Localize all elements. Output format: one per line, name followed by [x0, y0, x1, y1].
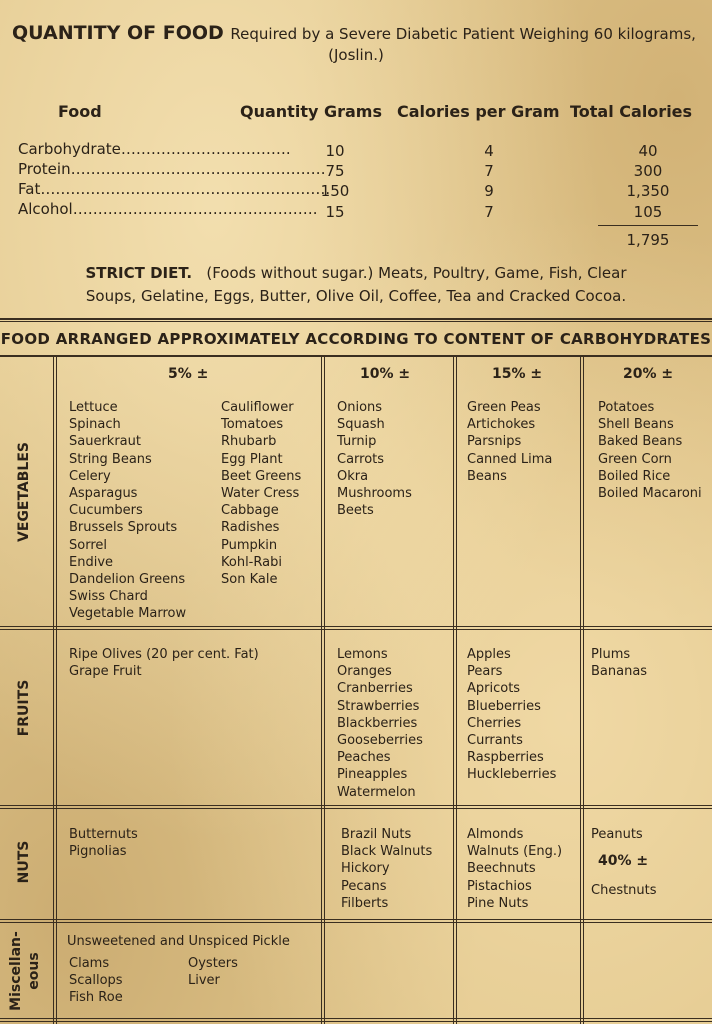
list-item: Brazil Nuts	[341, 827, 412, 842]
category-label-vegetables: VEGETABLES	[16, 442, 32, 542]
category-label-nuts: NUTS	[16, 840, 32, 884]
row-food: Fat………………………………………………….	[18, 180, 331, 198]
row-total: 105	[633, 203, 663, 221]
col-header-food: Food	[58, 102, 102, 121]
list-item: Beechnuts	[467, 861, 536, 877]
category-label-misc-line2: eous	[26, 952, 42, 990]
row-rule	[0, 922, 712, 923]
col-rule	[456, 356, 457, 1024]
list-item: Sorrel	[69, 537, 107, 553]
list-item: Kohl-Rabi	[221, 554, 282, 570]
veg-10-list	[337, 399, 412, 519]
pct-header-15: 15% ±	[492, 366, 543, 382]
list-item: Pineapples	[337, 767, 408, 783]
row-rule	[0, 1021, 712, 1022]
list-item: Sauerkraut	[69, 434, 141, 450]
list-item: Ripe Olives (20 per cent. Fat)	[69, 647, 259, 662]
fruit-10-list	[337, 646, 423, 801]
row-grams: 15	[325, 203, 345, 221]
title-text: QUANTITY OF FOOD	[12, 22, 224, 44]
page-title	[12, 22, 696, 44]
list-item: Cranberries	[337, 681, 413, 697]
list-item: Carrots	[337, 451, 385, 467]
veg-5-list-b	[221, 399, 301, 588]
list-item: Canned Lima	[467, 451, 553, 467]
list-item: Squash	[337, 417, 385, 433]
list-item: Cabbage	[221, 503, 279, 519]
list-item: Egg Plant	[221, 451, 283, 467]
fruit-5-list	[69, 646, 259, 680]
row-grams: 10	[325, 142, 345, 160]
list-item: Plums	[591, 647, 631, 662]
list-item: Pears	[467, 664, 503, 680]
list-item: Cauliflower	[221, 400, 294, 415]
list-item: Bananas	[591, 664, 648, 680]
list-item: Green Peas	[467, 400, 541, 415]
col-rule	[56, 356, 57, 1024]
row-total: 300	[633, 162, 663, 180]
list-item: Currants	[467, 733, 523, 749]
subtitle-line2: (Joslin.)	[328, 46, 384, 64]
row-grams: 75	[325, 162, 345, 180]
list-item: Baked Beans	[598, 434, 683, 450]
col-rule	[580, 356, 581, 1024]
list-item: Cucumbers	[69, 503, 143, 519]
row-grams: 150	[320, 182, 350, 200]
nuts-10-list	[341, 826, 432, 912]
section-title-rule	[0, 355, 712, 357]
list-item: Lettuce	[69, 400, 118, 415]
strict-diet-label: STRICT DIET.	[85, 264, 193, 282]
col-rule	[324, 356, 325, 1024]
fruit-15-list	[467, 646, 556, 784]
col-header-grams: Quantity Grams	[240, 102, 382, 121]
list-item: Huckleberries	[467, 767, 557, 783]
misc-5-list-b	[188, 955, 238, 989]
row-cal-per-gram: 7	[484, 203, 494, 221]
row-rule	[0, 629, 712, 630]
list-item: Boiled Rice	[598, 468, 671, 484]
list-item: Peanuts	[591, 827, 643, 842]
list-item: Celery	[69, 468, 111, 484]
col-header-total: Total Calories	[570, 102, 693, 121]
pct-header-20: 20% ±	[623, 366, 674, 382]
pct-header-5: 5% ±	[168, 366, 209, 382]
list-item: Watermelon	[337, 784, 416, 800]
list-item: Pignolias	[69, 844, 127, 860]
row-cal-per-gram: 9	[484, 182, 494, 200]
col-header-cal-per-gram: Calories per Gram	[397, 102, 560, 121]
nuts-5-list	[69, 826, 138, 860]
list-item: Shell Beans	[598, 417, 674, 433]
row-rule	[0, 919, 712, 920]
misc-5-list-a	[69, 955, 123, 1007]
list-item: Beet Greens	[221, 468, 302, 484]
carb-section-title: FOOD ARRANGED APPROXIMATELY ACCORDING TO CONTENT OF CARBOHYDRATES	[0, 330, 712, 348]
list-item: Cherries	[467, 715, 522, 731]
list-item: Blueberries	[467, 698, 541, 714]
list-item: Radishes	[221, 520, 280, 536]
list-item: Tomatoes	[221, 417, 284, 433]
list-item: Filberts	[341, 895, 389, 911]
list-item: Pine Nuts	[467, 895, 529, 911]
veg-20-list	[598, 399, 702, 502]
nuts-40-list	[591, 882, 657, 899]
fruit-20-list	[591, 646, 647, 680]
col-rule	[321, 356, 322, 1024]
row-food: Carbohydrate…………………………….	[18, 140, 291, 158]
list-item: Chestnuts	[591, 883, 657, 898]
list-item: Lemons	[337, 647, 388, 662]
list-item: Peaches	[337, 750, 391, 766]
list-item: Gooseberries	[337, 733, 423, 749]
pct-header-40: 40% ±	[598, 853, 649, 869]
list-item: Apricots	[467, 681, 521, 697]
category-label-misc	[7, 927, 45, 1015]
list-item: Strawberries	[337, 698, 420, 714]
list-item: Asparagus	[69, 486, 138, 502]
list-item: Walnuts (Eng.)	[467, 844, 563, 860]
list-item: Boiled Macaroni	[598, 486, 702, 502]
list-item: Dandelion Greens	[69, 572, 186, 588]
list-item: Vegetable Marrow	[69, 606, 187, 622]
col-rule	[583, 356, 584, 1024]
list-item: Butternuts	[69, 827, 138, 842]
row-food: Alcohol………………………………………….	[18, 200, 318, 218]
strict-diet-line1: (Foods without sugar.) Meats, Poultry, Game, Fish, Clear	[206, 264, 627, 282]
veg-15-list	[467, 399, 552, 485]
list-item: Apples	[467, 647, 511, 662]
list-item: Raspberries	[467, 750, 544, 766]
veg-5-list-a	[69, 399, 186, 623]
list-item: Liver	[188, 973, 220, 989]
row-rule	[0, 808, 712, 809]
row-rule	[0, 626, 712, 627]
nuts-20-list	[591, 826, 643, 843]
list-item: Beans	[467, 468, 507, 484]
list-item: Almonds	[467, 827, 524, 842]
list-item: Clams	[69, 956, 110, 971]
category-label-fruits: FRUITS	[16, 679, 32, 737]
list-item: Turnip	[337, 434, 377, 450]
list-item: Mushrooms	[337, 486, 412, 502]
subtitle-line1: Required by a Severe Diabetic Patient Weighing 60 kilograms,	[230, 25, 696, 43]
category-label-misc-line1: Miscellan-	[8, 931, 24, 1011]
list-item: Oysters	[188, 956, 238, 971]
list-item: Green Corn	[598, 451, 672, 467]
pct-header-10: 10% ±	[360, 366, 411, 382]
row-cal-per-gram: 7	[484, 162, 494, 180]
list-item: Scallops	[69, 973, 123, 989]
col-rule	[53, 356, 54, 1024]
list-item: Oranges	[337, 664, 392, 680]
list-item: Brussels Sprouts	[69, 520, 178, 536]
list-item: Black Walnuts	[341, 844, 433, 860]
strict-diet-line2: Soups, Gelatine, Eggs, Butter, Olive Oil, Coffee, Tea and Cracked Cocoa.	[85, 287, 627, 305]
list-item: Water Cress	[221, 486, 300, 502]
misc-5-title: Unsweetened and Unspiced Pickle	[67, 934, 290, 949]
row-total: 1,350	[626, 182, 670, 200]
list-item: Pecans	[341, 878, 387, 894]
row-rule	[0, 1018, 712, 1019]
list-item: Fish Roe	[69, 990, 123, 1006]
list-item: Swiss Chard	[69, 589, 148, 605]
row-total: 40	[638, 142, 658, 160]
row-food: Protein……………………………………………	[18, 160, 326, 178]
list-item: Endive	[69, 554, 114, 570]
list-item: Potatoes	[598, 400, 655, 415]
list-item: Artichokes	[467, 417, 536, 433]
section-top-rule	[0, 318, 712, 320]
list-item: Pumpkin	[221, 537, 278, 553]
list-item: Onions	[337, 400, 383, 415]
list-item: Beets	[337, 503, 374, 519]
list-item: Pistachios	[467, 878, 532, 894]
row-rule	[0, 805, 712, 806]
nuts-15-list	[467, 826, 562, 912]
strict-diet	[0, 262, 712, 308]
list-item: String Beans	[69, 451, 152, 467]
total-rule	[598, 225, 698, 226]
list-item: Okra	[337, 468, 369, 484]
section-top-rule-thin	[0, 321, 712, 322]
list-item: Spinach	[69, 417, 121, 433]
list-item: Blackberries	[337, 715, 418, 731]
row-cal-per-gram: 4	[484, 142, 494, 160]
list-item: Grape Fruit	[69, 664, 142, 680]
list-item: Rhubarb	[221, 434, 277, 450]
grand-total: 1,795	[626, 231, 670, 249]
list-item: Son Kale	[221, 572, 278, 588]
list-item: Parsnips	[467, 434, 522, 450]
col-rule	[453, 356, 454, 1024]
list-item: Hickory	[341, 861, 390, 877]
